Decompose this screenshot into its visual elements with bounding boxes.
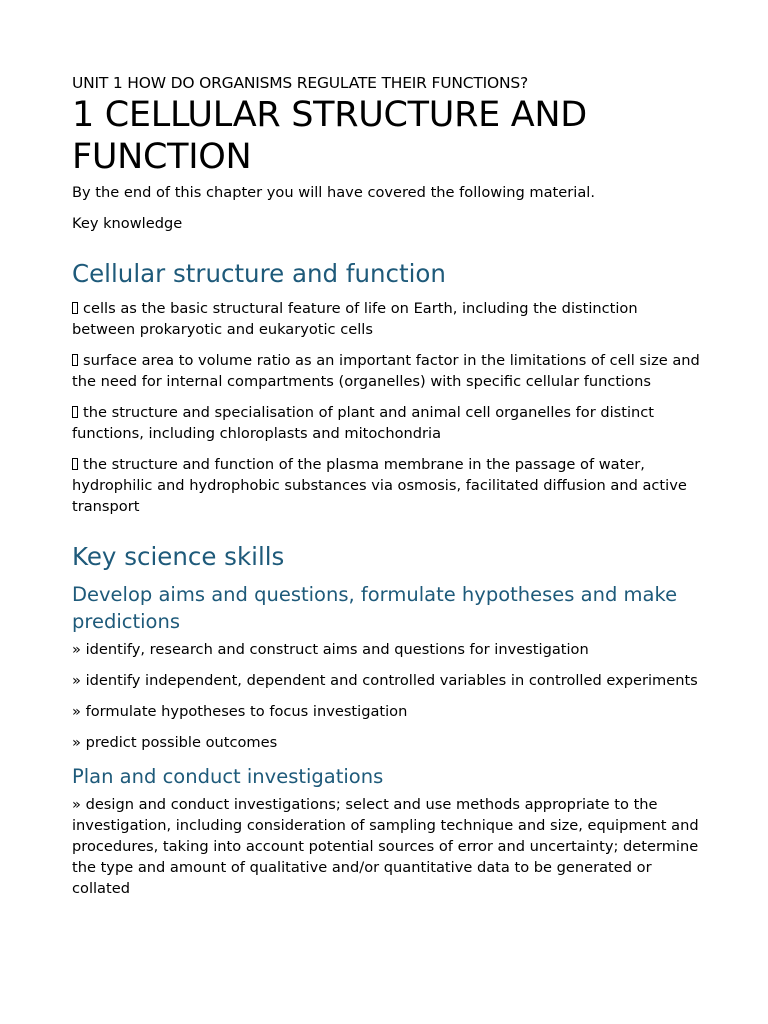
missing-glyph-bullet-icon (72, 458, 78, 470)
subsection-heading-investigations: Plan and conduct investigations (72, 765, 384, 788)
knowledge-item-text: surface area to volume ratio as an important factor in the limitations of cell size and the need for internal compartments (organelles) with specific cellular functions (72, 352, 700, 390)
knowledge-item (72, 402, 702, 444)
skill-item: » identify independent, dependent and controlled variables in controlled experiments (72, 672, 698, 689)
knowledge-item (72, 454, 702, 517)
knowledge-item-text: cells as the basic structural feature of life on Earth, including the distinction between prokaryotic and eukaryotic cells (72, 300, 638, 338)
key-knowledge-label: Key knowledge (72, 215, 183, 232)
document-page (72, 72, 702, 909)
skill-item: » design and conduct investigations; select and use methods appropriate to the investigation, including consideration of sampling technique and size, equipment and procedures, taking into account potential sources of error and uncertainty; determine the type and amount of qualitative and/or quantitative data to be generated or collated (72, 796, 699, 897)
skill-item: » identify, research and construct aims and questions for investigation (72, 641, 589, 658)
chapter-title: 1 CELLULAR STRUCTURE AND FUNCTION (72, 95, 587, 177)
section-heading-cellular: Cellular structure and function (72, 259, 446, 288)
intro-text: By the end of this chapter you will have covered the following material. (72, 184, 595, 201)
section-heading-skills: Key science skills (72, 542, 285, 571)
knowledge-item (72, 350, 702, 392)
subsection-heading-aims: Develop aims and questions, formulate hypotheses and make predictions (72, 583, 678, 633)
missing-glyph-bullet-icon (72, 354, 78, 366)
skill-item: » formulate hypotheses to focus investigation (72, 703, 408, 720)
missing-glyph-bullet-icon (72, 406, 78, 418)
knowledge-item-text: the structure and specialisation of plant and animal cell organelles for distinct functions, including chloroplasts and mitochondria (72, 404, 655, 442)
knowledge-item (72, 298, 702, 340)
missing-glyph-bullet-icon (72, 302, 78, 314)
unit-heading: UNIT 1 HOW DO ORGANISMS REGULATE THEIR FUNCTIONS? (72, 74, 529, 92)
skill-item: » predict possible outcomes (72, 734, 278, 751)
knowledge-item-text: the structure and function of the plasma membrane in the passage of water, hydrophilic and hydrophobic substances via osmosis, facilitated diffusion and active transport (72, 456, 687, 515)
